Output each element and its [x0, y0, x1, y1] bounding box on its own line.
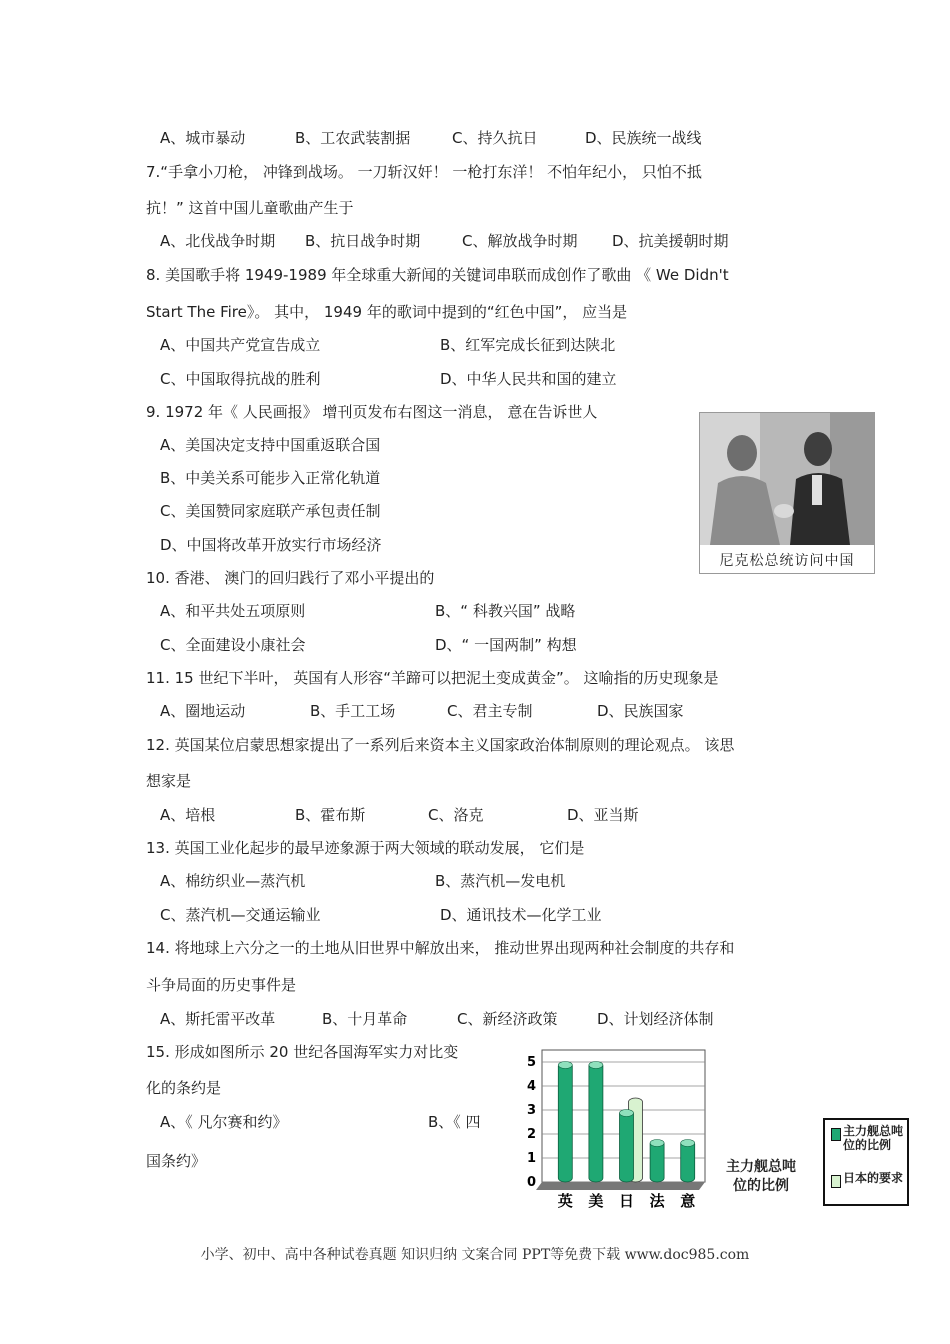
q9-stem-line1: 9. 1972 年《 人民画报》 增刊页发布右图这一消息， 意在告诉世人	[146, 403, 598, 421]
q11-option-d: D、民族国家	[597, 702, 684, 720]
q11-option-a: A、圈地运动	[160, 702, 246, 720]
x-tick-label: 法	[649, 1192, 665, 1210]
q8-option-d: D、中华人民共和国的建立	[440, 370, 617, 388]
q11-stem-line1: 11. 15 世纪下半叶， 英国有人形容“羊蹄可以把泥土变成黄金”。 这喻指的历史现象是	[146, 669, 719, 687]
q14-option-d: D、计划经济体制	[597, 1010, 714, 1028]
q7-stem-line1: 7.“手拿小刀枪， 冲锋到战场。 一刀斩汉奸！ 一枪打东洋！ 不怕年纪小， 只怕不抵	[146, 163, 702, 181]
q13-option-d: D、通讯技术—化学工业	[440, 906, 602, 924]
chart-legend	[823, 1118, 909, 1206]
x-tick-label: 英	[557, 1192, 573, 1210]
q15-option-a: A、《 凡尔赛和约》	[160, 1113, 288, 1131]
q14-stem-line1: 14. 将地球上六分之一的土地从旧世界中解放出来， 推动世界出现两种社会制度的共存和	[146, 939, 735, 957]
bar-main-tonnage	[589, 1062, 603, 1182]
y-tick-label: 1	[526, 1151, 536, 1166]
q9-option-b: B、中美关系可能步入正常化轨道	[160, 469, 381, 487]
x-tick-label: 意	[680, 1192, 696, 1210]
q8-stem-line2: Start The Fire》。 其中， 1949 年的歌词中提到的“红色中国”， 应当是	[146, 303, 628, 321]
q15-stem-line1: 15. 形成如图所示 20 世纪各国海军实力对比变	[146, 1043, 459, 1061]
q13-option-a: A、棉纺织业—蒸汽机	[160, 872, 306, 890]
q12-option-b: B、霍布斯	[295, 806, 366, 824]
q10-stem-line1: 10. 香港、 澳门的回归践行了邓小平提出的	[146, 569, 435, 587]
x-tick-label: 日	[618, 1192, 635, 1210]
bar-top-cap	[681, 1140, 695, 1147]
chart-floor	[536, 1182, 705, 1190]
q8-option-b: B、红军完成长征到达陕北	[440, 336, 616, 354]
bar-top-cap	[589, 1062, 603, 1069]
q6-option-d: D、民族统一战线	[585, 129, 702, 147]
legend-item-japan: 日本的要求	[843, 1171, 904, 1185]
photo-image	[700, 413, 874, 545]
q8-option-c: C、中国取得抗战的胜利	[160, 370, 321, 388]
bar-main-tonnage	[558, 1062, 572, 1182]
q8-stem-line1: 8. 美国歌手将 1949-1989 年全球重大新闻的关键词串联而成创作了歌曲 《 We Didn't	[146, 266, 729, 284]
page-footer: 小学、初中、高中各种试卷真题 知识归纳 文案合同 PPT等免费下载 www.doc985.com	[200, 1247, 750, 1263]
q9-option-d: D、中国将改革开放实行市场经济	[160, 536, 382, 554]
photo-illustration	[700, 413, 874, 545]
q10-option-b: B、“ 科教兴国” 战略	[435, 602, 576, 620]
q14-option-b: B、十月革命	[322, 1010, 408, 1028]
q11-option-c: C、君主专制	[447, 702, 533, 720]
legend-swatch-main	[831, 1128, 841, 1141]
q12-stem-line2: 想家是	[146, 772, 192, 790]
q12-stem-line1: 12. 英国某位启蒙思想家提出了一系列后来资本主义国家政治体制原则的理论观点。 该思	[146, 736, 735, 754]
q9-option-a: A、美国决定支持中国重返联合国	[160, 436, 381, 454]
q6-option-a: A、城市暴动	[160, 129, 246, 147]
q12-option-d: D、亚当斯	[567, 806, 639, 824]
q12-option-c: C、洛克	[428, 806, 484, 824]
q7-option-b: B、抗日战争时期	[305, 232, 421, 250]
x-tick-label: 美	[588, 1192, 604, 1210]
q13-stem-line1: 13. 英国工业化起步的最早迹象源于两大领域的联动发展， 它们是	[146, 839, 585, 857]
q10-option-c: C、全面建设小康社会	[160, 636, 306, 654]
q13-option-c: C、蒸汽机—交通运输业	[160, 906, 321, 924]
q15-option-b: B、《 四	[428, 1113, 481, 1131]
q6-option-c: C、持久抗日	[452, 129, 538, 147]
q15-stem-line2: 化的条约是	[146, 1079, 222, 1097]
legend-item-main: 主力舰总吨位的比例	[843, 1124, 904, 1152]
q10-option-a: A、和平共处五项原则	[160, 602, 306, 620]
naval-strength-chart	[520, 1040, 710, 1210]
q7-option-d: D、抗美援朝时期	[612, 232, 729, 250]
bar-top-cap	[558, 1062, 572, 1069]
bar-top-cap	[620, 1110, 634, 1117]
q14-option-a: A、斯托雷平改革	[160, 1010, 276, 1028]
q7-option-a: A、北伐战争时期	[160, 232, 276, 250]
q13-option-b: B、蒸汽机—发电机	[435, 872, 566, 890]
q15-stem-line3: 国条约》	[146, 1152, 207, 1170]
legend-swatch-japan	[831, 1175, 841, 1188]
y-tick-label: 2	[526, 1127, 536, 1142]
q7-stem-line2: 抗！” 这首中国儿童歌曲产生于	[146, 199, 354, 217]
q10-option-d: D、“ 一国两制” 构想	[435, 636, 577, 654]
photo-caption: 尼克松总统访问中国	[719, 553, 855, 569]
y-tick-label: 3	[526, 1103, 536, 1118]
q9-option-c: C、美国赞同家庭联产承包责任制	[160, 502, 381, 520]
y-tick-label: 0	[526, 1175, 536, 1190]
q8-option-a: A、中国共产党宣告成立	[160, 336, 321, 354]
q7-option-c: C、解放战争时期	[462, 232, 578, 250]
y-tick-label: 4	[526, 1079, 536, 1094]
bar-top-cap	[650, 1140, 664, 1147]
y-tick-label: 5	[526, 1055, 536, 1070]
chart-ylabel: 主力舰总吨位的比例	[726, 1159, 796, 1194]
q6-option-b: B、工农武装割据	[295, 129, 411, 147]
bar-main-tonnage	[620, 1110, 634, 1182]
q14-stem-line2: 斗争局面的历史事件是	[146, 976, 297, 994]
nixon-visit-photo	[699, 412, 875, 574]
q11-option-b: B、手工工场	[310, 702, 396, 720]
q12-option-a: A、培根	[160, 806, 216, 824]
q14-option-c: C、新经济政策	[457, 1010, 558, 1028]
